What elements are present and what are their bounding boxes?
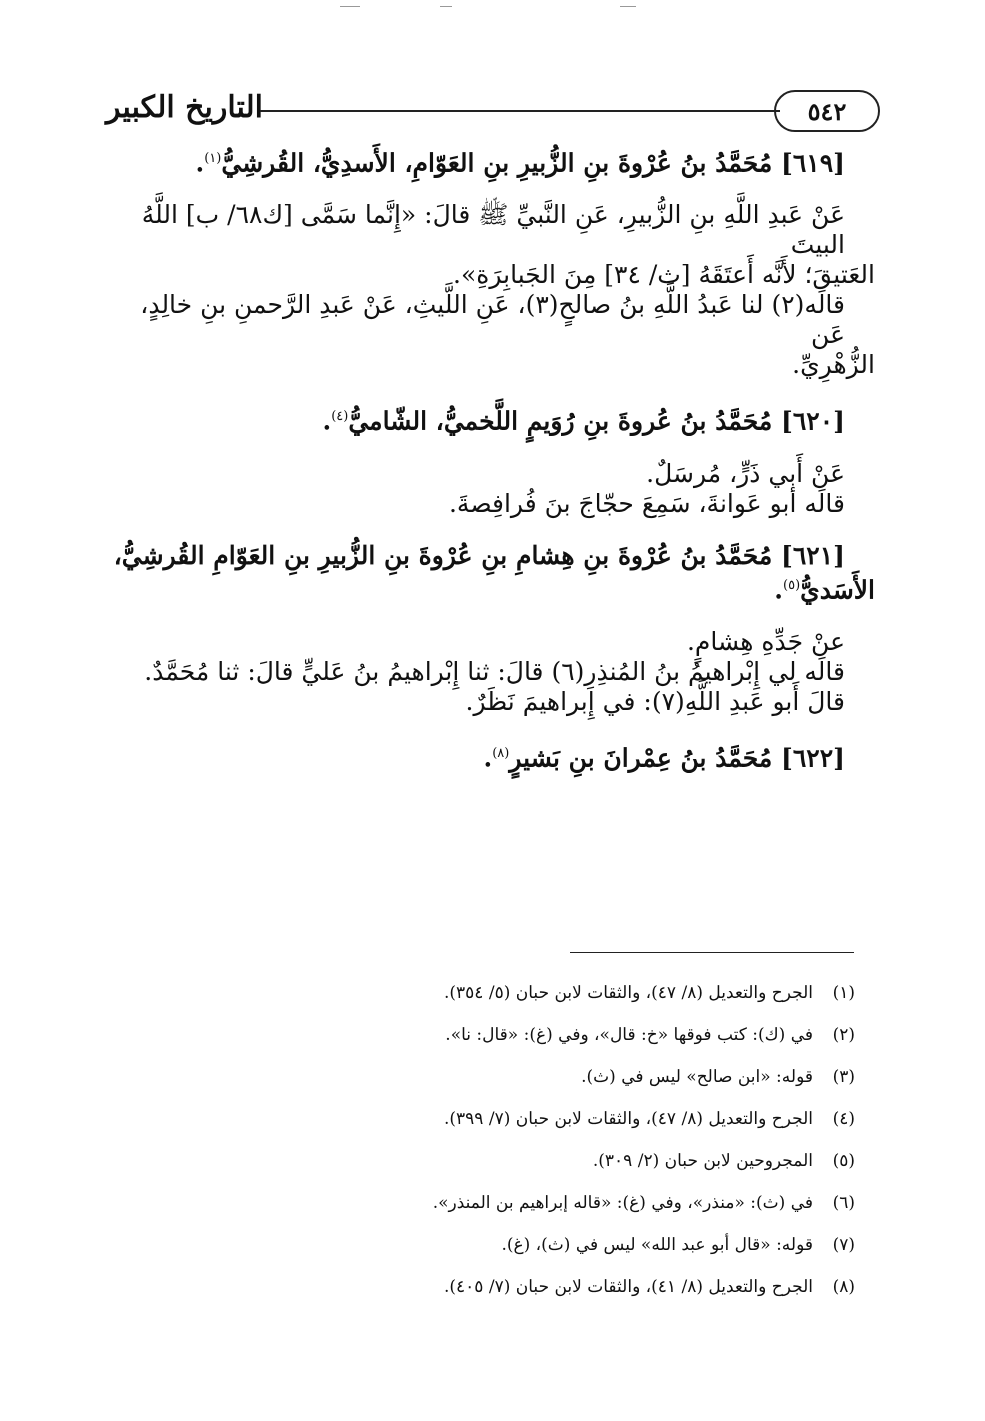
line-text: عَنْ عَبدِ اللَّهِ بنِ الزُّبيرِ، عَنِ النَّبيِّ ﷺ قالَ: «إِنَّما سَمَّى [ك٦٨/ ب] اللَّهُ البيتَ	[141, 200, 845, 260]
line-text: الأَسَديُّ	[800, 574, 875, 604]
text-line	[110, 627, 875, 657]
footnotes	[300, 982, 855, 1318]
header-rule	[260, 110, 780, 112]
footnote-number: (٣)	[832, 1067, 855, 1087]
footnote-number: (٦)	[832, 1193, 855, 1213]
line-text: عَنْ أَبي ذَرٍّ، مُرسَلٌ.	[646, 458, 845, 488]
line-end-punct: .	[483, 743, 493, 773]
footnote-text: قوله: «قال أبو عبد الله» ليس في (ث)، (غ).	[501, 1235, 813, 1255]
line-end-punct: .	[774, 574, 784, 604]
entry-heading	[110, 144, 875, 178]
page-number-badge	[774, 90, 880, 132]
text-line	[110, 657, 875, 687]
book-title: التاريخ الكبير	[106, 90, 264, 125]
entry-heading	[110, 541, 875, 571]
footnote-item	[300, 1276, 855, 1298]
line-end-punct: .	[322, 406, 332, 436]
footnote-item	[300, 1066, 855, 1088]
footnote-text: الجرح والتعديل (٨/ ٤١)، والثقات لابن حبان (٧/ ٤٠٥).	[444, 1277, 813, 1297]
entry-heading	[110, 402, 875, 436]
line-text: عنْ جَدِّهِ هِشامٍ.	[686, 626, 845, 656]
footnote-text: قوله: «ابن صالح» ليس في (ث).	[581, 1067, 813, 1087]
footnote-item	[300, 1108, 855, 1130]
footnote-text: المجروحين لابن حبان (٢/ ٣٠٩).	[592, 1151, 813, 1171]
line-text: قالَه(٢) لنا عَبدُ اللَّهِ بنُ صالحٍ(٣)، عَنِ اللَّيثِ، عَنْ عَبدِ الرَّحمنِ بنِ خالِدٍ، عَن	[140, 290, 845, 350]
line-text: قالَه أبو عَوانةَ، سَمِعَ حجّاجَ بنَ فُرافِصةَ.	[448, 488, 845, 518]
scan-marks	[340, 6, 640, 8]
footnote-text: في (ث): «منذر»، وفي (غ): «قاله إبراهيم بن المنذر».	[432, 1193, 813, 1213]
main-text	[110, 144, 875, 795]
text-line	[110, 489, 875, 519]
line-end-punct: .	[195, 148, 205, 178]
line-text: العَتيقَ؛ لأَنَّه أَعتَقَهُ [ث/ ٣٤] مِنَ الجَبابِرَةِ».	[453, 260, 875, 290]
line-text: [٦٢٠] مُحَمَّدُ بنُ عُروةَ بنِ رُوَيمٍ اللَّخميُّ، الشّاميُّ	[348, 406, 845, 436]
page-header	[100, 88, 880, 136]
footnote-text: في (ك): كتب فوقها «خ: قال»، وفي (غ): «قال: نا».	[445, 1025, 813, 1045]
text-line	[110, 350, 875, 380]
text-line	[110, 290, 875, 350]
footnote-item	[300, 982, 855, 1004]
line-text: [٦١٩] مُحَمَّدُ بنُ عُرْوةَ بنِ الزُّبيرِ بنِ العَوّامِ، الأَسدِيُّ، القُرشِيُّ	[221, 148, 845, 178]
text-line	[110, 200, 875, 260]
footnote-item	[300, 1150, 855, 1172]
footnote-item	[300, 1234, 855, 1256]
footnote-text: الجرح والتعديل (٨/ ٤٧)، والثقات لابن حبان (٥/ ٣٥٤).	[444, 983, 813, 1003]
entry-heading	[110, 571, 875, 605]
footnote-separator	[570, 952, 854, 953]
text-line	[110, 459, 875, 489]
footnote-number: (٢)	[832, 1025, 855, 1045]
footnote-number: (١)	[832, 983, 855, 1003]
line-text: قالَه لي إِبْراهيمُ بنُ المُنذِرِ(٦) قالَ: ثنا إِبْراهيمُ بنُ عَليٍّ قالَ: ثنا مُحَمَّدٌ.	[144, 656, 845, 686]
line-text: الزُّهْرِيِّ.	[792, 350, 875, 380]
footnote-marker: (٤)	[331, 409, 349, 425]
entry-heading	[110, 739, 875, 773]
page-number: ٥٤٢	[807, 96, 847, 126]
footnote-number: (٧)	[832, 1235, 855, 1255]
footnote-marker: (١)	[204, 151, 222, 166]
text-line	[110, 687, 875, 717]
footnote-item	[300, 1024, 855, 1046]
text-line	[110, 260, 875, 290]
footnote-number: (٥)	[832, 1151, 855, 1171]
footnote-marker: (٨)	[492, 745, 510, 761]
footnote-text: الجرح والتعديل (٨/ ٤٧)، والثقات لابن حبان (٧/ ٣٩٩).	[444, 1109, 813, 1129]
footnote-number: (٤)	[832, 1109, 855, 1129]
line-text: [٦٢١] مُحَمَّدُ بنُ عُرْوةَ بنِ هِشامِ بنِ عُرْوةَ بنِ الزُّبيرِ بنِ العَوّامِ القُرشِيُّ،	[113, 540, 845, 570]
footnote-item	[300, 1192, 855, 1214]
footnote-number: (٨)	[832, 1277, 855, 1297]
line-text: [٦٢٢] مُحَمَّدُ بنُ عِمْرانَ بنِ بَشيرٍ	[509, 743, 845, 773]
line-text: قالَ أَبو عَبدِ اللَّهِ(٧): في إِبراهيمَ نَظَرٌ.	[465, 686, 845, 716]
footnote-marker: (٥)	[783, 577, 801, 593]
